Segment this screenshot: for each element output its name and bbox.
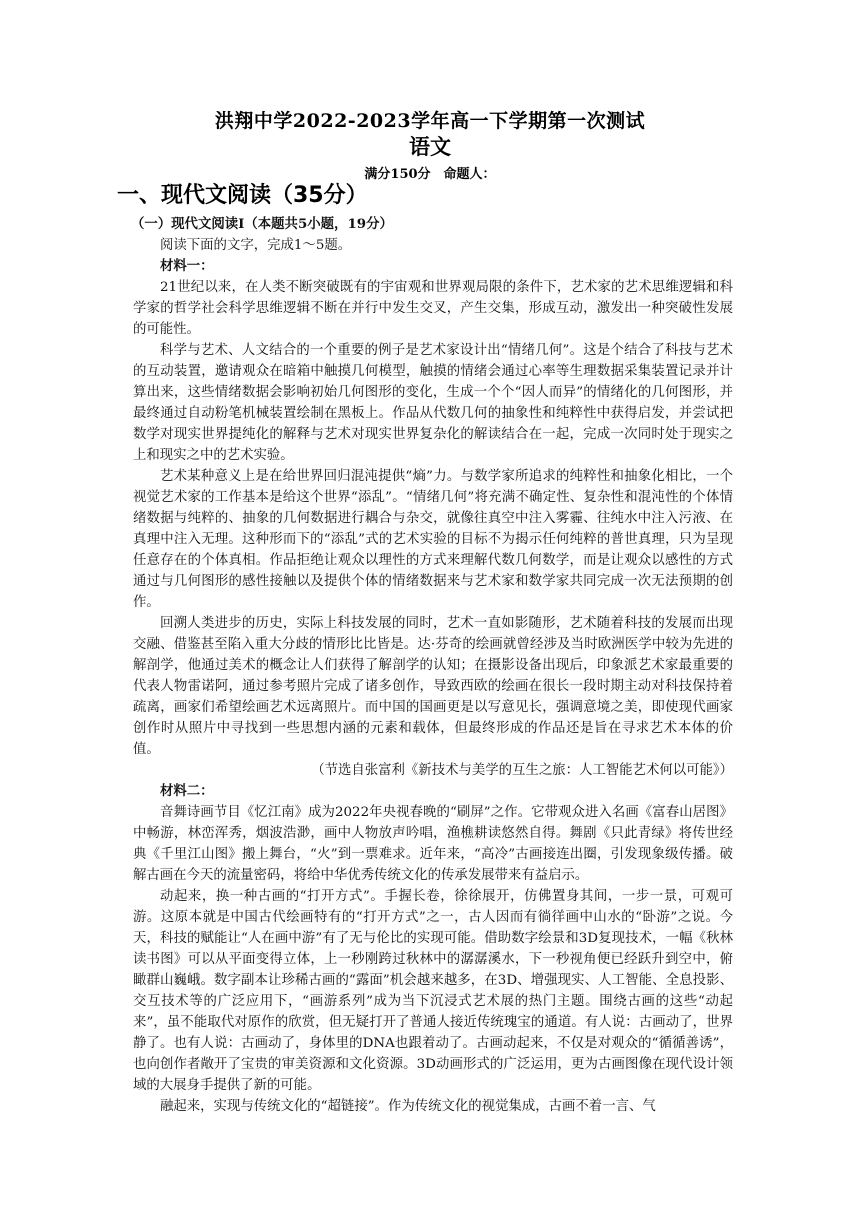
subject-title: 语文	[409, 134, 451, 159]
exam-meta: 满分150分 命题人：	[364, 167, 496, 182]
paragraph: 科学与艺术、人文结合的一个重要的例子是艺术家设计出“情绪几何”。这是个结合了科技与艺术的互动装置，邀请观众在暗箱中触摸几何模型，触摸的情绪会通过心率等生理数据采集装置记录并计算出来，这些情绪数据会影响初始几何图形的变化，生成一个个“因人而异”的情绪化的几何图形，并最终通过自动粉笔机械装置绘制在黑板上。作品从代数几何的抽象性和纯粹性中获得启发，并尝试把数学对现实世界提纯化的解释与艺术对现实世界复杂化的解读结合在一起，完成一次同时处于现实之上和现实之中的艺术实验。	[133, 343, 733, 463]
source-citation: （节选自张富利《新技术与美学的互生之旅：人工智能艺术何以可能》）	[311, 763, 733, 778]
material-label: 材料一：	[160, 258, 214, 274]
paragraph: 音舞诗画节目《忆江南》成为2022年央视春晚的“刷屏”之作。它带观众进入名画《富春山居图》中畅游，林峦浑秀，烟波浩渺，画中人物放声吟唱，渔樵耕读悠然自得。舞剧《只此青绿》将传世经典《千里江山图》搬上舞台，“火”到一票难求。近年来，“高冷”古画接连出圈，引发现象级传播。破解古画在今天的流量密码，将给中华优秀传统文化的传承发展带来有益启示。	[133, 805, 733, 883]
instruction-text: 阅读下面的文字，完成1～5题。	[160, 238, 352, 253]
paragraph: 动起来，换一种古画的“打开方式”。手握长卷，徐徐展开，仿佛置身其间，一步一景，可观可游。这原本就是中国古代绘画特有的“打开方式”之一，古人因而有徜徉画中山水的“卧游”之说。今天，科技的赋能让“人在画中游”有了无与伦比的实现可能。借助数字绘景和3D复现技术，一幅《秋林读书图》可以从平面变得立体，上一秒刚跨过秋林中的潺潺溪水，下一秒视角便已经跃升到空中，俯瞰群山巍峨。数字副本让珍稀古画的“露面”机会越来越多，在3D、增强现实、人工智能、全息投影、交互技术等的广泛应用下，“画游系列”成为当下沉浸式艺术展的热门主题。围绕古画的这些“动起来”，虽不能取代对原作的欣赏，但无疑打开了普通人接近传统瑰宝的通道。有人说：古画动了，世界静了。也有人说：古画动了，身体里的DNA也跟着动了。古画动起来，不仅是对观众的“循循善诱”，也向创作者敞开了宝贵的审美资源和文化资源。3D动画形式的广泛运用，更为古画图像在现代设计领域的大展身手提供了新的可能。	[133, 889, 733, 1093]
paragraph: 艺术某种意义上是在给世界回归混沌提供“熵”力。与数学家所追求的纯粹性和抽象化相比，一个视觉艺术家的工作基本是给这个世界“添乱”。“情绪几何”将充满不确定性、复杂性和混沌性的个体情绪数据与纯粹的、抽象的几何数据进行耦合与杂交，就像往真空中注入雾霾、往纯水中注入污液、在真理中注入无理。这种形而下的“添乱”式的艺术实验的目标不为揭示任何纯粹的普世真理，只为呈现任意存在的个体真相。作品拒绝让观众以理性的方式来理解代数几何数学，而是让观众以感性的方式通过与几何图形的感性接触以及提供个体的情绪数据来与艺术家和数学家共同完成一次无法预期的创作。	[133, 469, 733, 610]
subsection-heading: （一）现代文阅读Ⅰ（本题共5小题，19分）	[131, 216, 393, 232]
material-label: 材料二：	[160, 783, 214, 799]
section-heading: 一、现代文阅读（35分）	[117, 183, 368, 208]
document-body	[133, 214, 733, 1117]
paragraph: 融起来，实现与传统文化的“超链接”。作为传统文化的视觉集成，古画不着一言、气	[160, 1099, 656, 1114]
exam-title: 洪翔中学2022-2023学年高一下学期第一次测试	[214, 110, 646, 132]
paragraph: 21世纪以来，在人类不断突破既有的宇宙观和世界观局限的条件下，艺术家的艺术思维逻辑和科学家的哲学社会科学思维逻辑不断在并行中发生交叉，产生交集，形成互动，激发出一种突破性发展的可能性。	[133, 280, 733, 337]
paragraph: 回溯人类进步的历史，实际上科技发展的同时，艺术一直如影随形，艺术随着科技的发展而出现交融、借鉴甚至陷入重大分歧的情形比比皆是。达·芬奇的绘画就曾经涉及当时欧洲医学中较为先进的解剖学，他通过美术的概念让人们获得了解剖学的认知；在摄影设备出现后，印象派艺术家最重要的代表人物雷诺阿，通过参考照片完成了诸多创作，导致西欧的绘画在很长一段时期主动对科技保持着疏离，画家们希望绘画艺术远离照片。而中国的国画更是以写意见长，强调意境之美，即使现代画家创作时从照片中寻找到一些思想内涵的元素和载体，但最终形成的作品还是旨在寻求艺术本体的价值。	[133, 616, 733, 757]
